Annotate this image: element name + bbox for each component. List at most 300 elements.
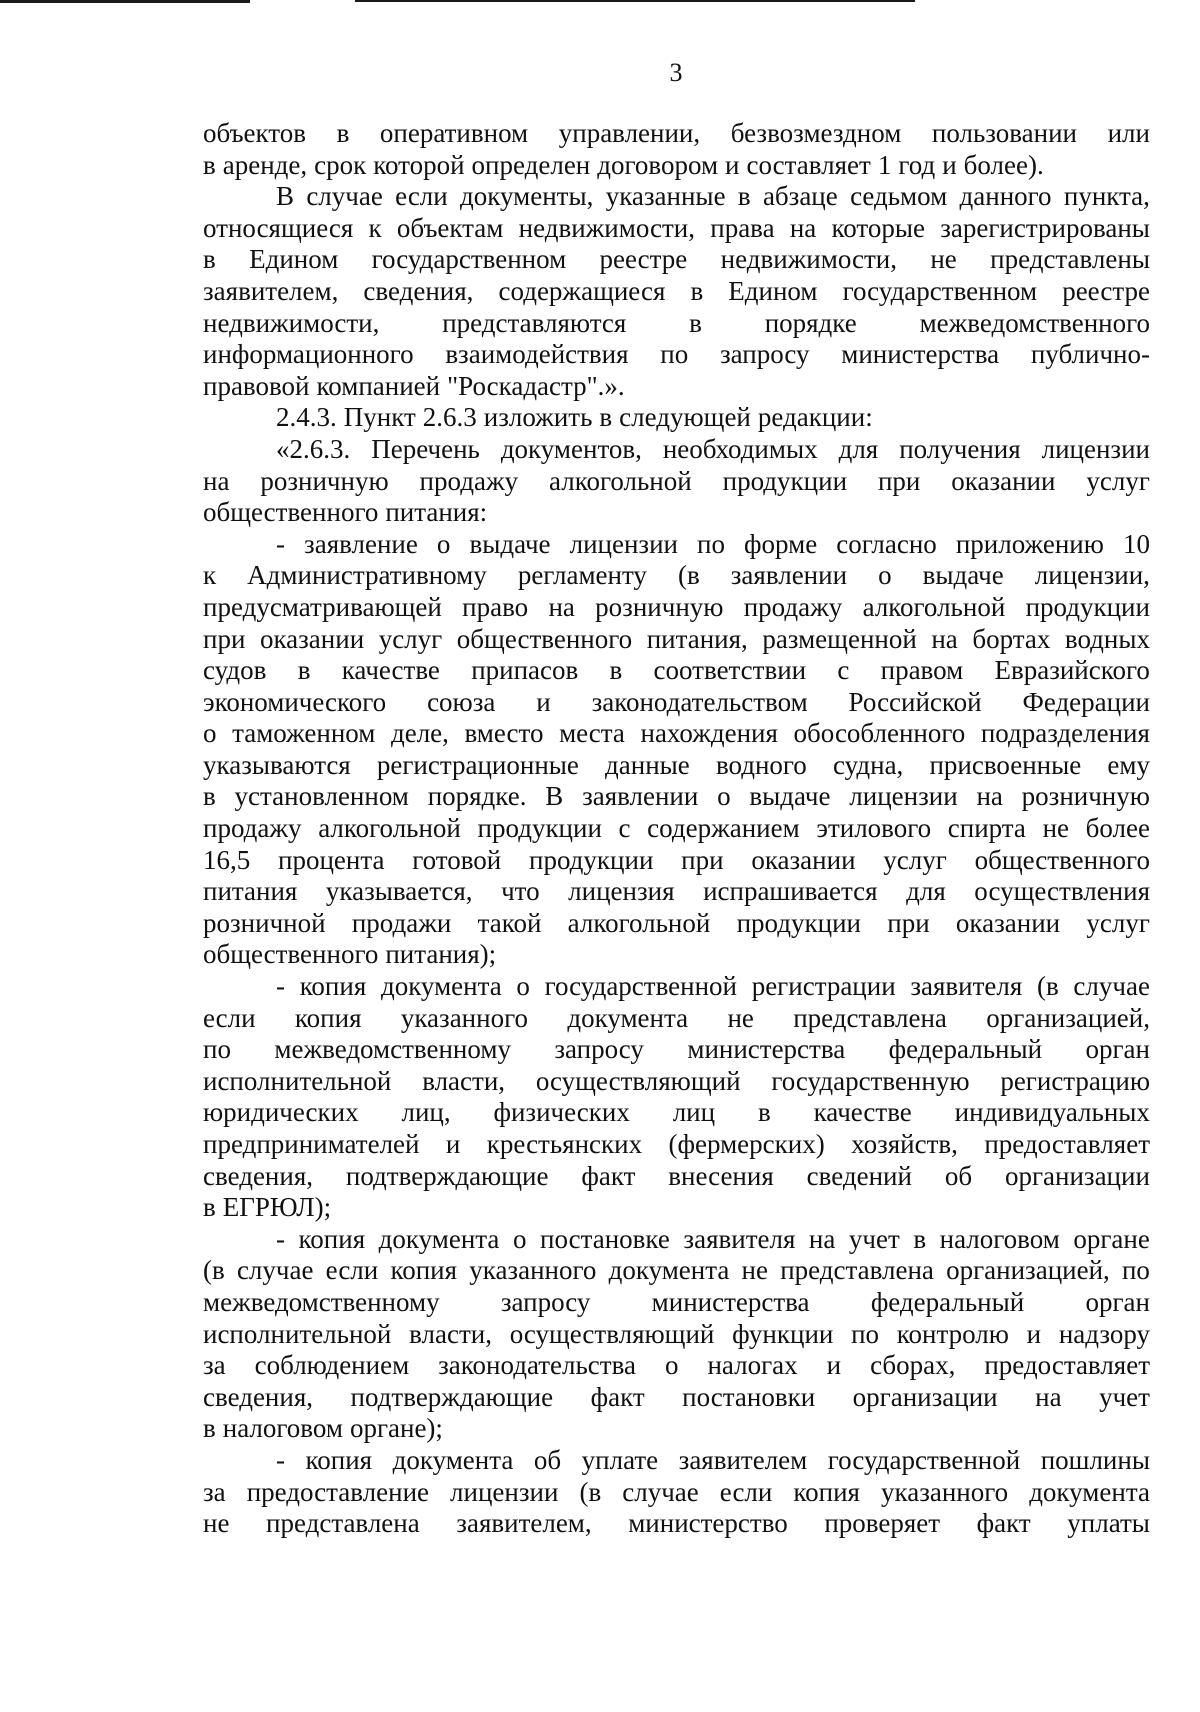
- word: данного: [959, 181, 1052, 212]
- word: факт: [581, 1160, 636, 1191]
- word: органе);: [349, 1413, 443, 1444]
- word: указанные: [605, 181, 726, 212]
- text-line: [203, 624, 1150, 656]
- word: не: [727, 1002, 754, 1033]
- text-line: [203, 939, 1150, 971]
- word: указываются: [203, 749, 351, 780]
- word: не: [1042, 813, 1069, 844]
- word: при: [877, 465, 921, 496]
- word: контролю: [896, 1318, 1009, 1349]
- word: документа: [1029, 1476, 1150, 1507]
- word: ему: [1107, 749, 1150, 780]
- word: редакции:: [757, 402, 873, 433]
- word: «2.6.3.: [276, 433, 351, 464]
- word: розничную: [1021, 781, 1150, 812]
- word: в: [599, 402, 613, 433]
- word: в: [203, 1192, 216, 1223]
- paragraph: [203, 1224, 1150, 1445]
- word: по: [203, 1034, 231, 1065]
- text-line: [203, 718, 1150, 750]
- word: предпринимателей: [203, 1129, 420, 1159]
- word: готовой: [412, 844, 502, 875]
- text-line: [203, 466, 1150, 498]
- word: изложить: [483, 402, 593, 433]
- word: исполнительной: [203, 1318, 392, 1349]
- word: оказании: [951, 465, 1056, 496]
- word: услуг: [378, 623, 443, 654]
- word: лицензии: [450, 1476, 559, 1507]
- word: регистрацию: [1000, 1065, 1150, 1096]
- word: копия: [298, 1223, 366, 1254]
- word: подразделения: [980, 718, 1150, 749]
- word: организацией,: [986, 1002, 1150, 1033]
- word: соблюдением: [254, 1350, 410, 1381]
- word: в: [689, 307, 702, 338]
- word: Российской: [848, 686, 982, 717]
- word: более: [1085, 813, 1150, 844]
- word: продажу: [743, 591, 843, 622]
- word: предоставление: [246, 1476, 430, 1507]
- word: заявителем,: [203, 275, 339, 306]
- word: орган: [1085, 1034, 1150, 1065]
- word: пункта,: [1063, 181, 1150, 212]
- word: управлении,: [558, 118, 701, 148]
- word: за: [203, 1476, 226, 1507]
- word: указанного: [881, 1476, 1009, 1507]
- word: нахождения: [640, 718, 778, 749]
- text-line: [203, 687, 1150, 719]
- word: запросу: [719, 339, 810, 370]
- word: документа: [567, 1002, 689, 1033]
- word: -: [276, 528, 285, 559]
- word: бортах: [972, 623, 1051, 654]
- text-line: [203, 781, 1150, 813]
- word: -: [276, 971, 285, 1002]
- word: по: [851, 1318, 880, 1349]
- paragraph: [203, 971, 1150, 1224]
- word: водного: [715, 749, 807, 780]
- word: общественного: [456, 623, 633, 654]
- word: в: [690, 275, 704, 306]
- word: сборах,: [870, 1350, 956, 1381]
- word: сведений: [806, 1160, 912, 1191]
- word: правом: [880, 655, 964, 686]
- word: на: [548, 591, 575, 622]
- word: в: [913, 1223, 927, 1254]
- word: предоставляет: [984, 1129, 1150, 1159]
- word: Федерации: [1022, 686, 1150, 717]
- word: государственной: [827, 1444, 1021, 1475]
- word: объектам: [396, 212, 504, 243]
- word: содержанием: [647, 813, 800, 844]
- word: публично-: [1030, 339, 1150, 370]
- word: регламенту: [517, 560, 647, 591]
- word: налогах: [707, 1350, 798, 1381]
- word: и: [536, 686, 551, 717]
- word: физических: [493, 1097, 630, 1128]
- word: и: [942, 149, 957, 180]
- word: если: [325, 1255, 379, 1286]
- text-line: [203, 1161, 1150, 1193]
- word: федеральный: [888, 1034, 1043, 1065]
- word: сведения,: [203, 1160, 313, 1191]
- word: министерства: [687, 1034, 846, 1065]
- word: продажу: [419, 465, 519, 496]
- word: которые: [831, 212, 925, 243]
- word: функции: [732, 1318, 834, 1349]
- word: качестве: [813, 1097, 912, 1128]
- word: на: [1035, 1381, 1062, 1412]
- word: организации: [1004, 1160, 1150, 1191]
- word: взаимодействия: [445, 339, 629, 370]
- word: водных: [1064, 623, 1150, 654]
- scan-edge-mark-left: [0, 0, 250, 3]
- word: приложению: [955, 528, 1104, 559]
- word: если: [203, 1002, 256, 1033]
- word: органе: [1073, 1223, 1150, 1254]
- word: копия: [294, 1002, 362, 1033]
- word: (в: [1036, 971, 1059, 1002]
- paragraph: [203, 1445, 1150, 1540]
- word: определен: [471, 149, 591, 180]
- text-line: [203, 1319, 1150, 1351]
- word: в: [203, 781, 216, 812]
- word: о: [878, 560, 892, 591]
- word: лицензия: [568, 876, 675, 907]
- word: данные: [605, 749, 690, 780]
- word: представлена: [266, 1508, 420, 1539]
- word: питания:: [385, 497, 488, 528]
- word: о: [664, 1350, 679, 1381]
- word: документа: [392, 1444, 514, 1475]
- text-line: [203, 1224, 1150, 1256]
- text-line: [203, 1129, 1150, 1161]
- word: при: [887, 907, 930, 938]
- text-line: [203, 371, 1150, 403]
- word: содержащиеся: [498, 275, 666, 306]
- word: и: [826, 1350, 842, 1381]
- word: указывается,: [325, 876, 473, 907]
- word: об: [944, 1160, 973, 1191]
- word: и: [445, 1129, 461, 1159]
- word: власти,: [422, 1065, 506, 1096]
- word: оказании: [259, 623, 365, 654]
- word: регистрации: [751, 971, 896, 1002]
- word: 16,5: [203, 844, 251, 875]
- word: порядке.: [427, 781, 527, 812]
- word: в: [609, 655, 623, 686]
- word: -: [276, 1223, 285, 1254]
- text-line: [203, 213, 1150, 245]
- word: исполнительной: [203, 1065, 392, 1096]
- word: более).: [963, 149, 1044, 180]
- text-line: [203, 244, 1150, 276]
- word: межведомственному: [203, 1286, 440, 1317]
- word: крестьянских: [486, 1129, 643, 1159]
- word: союза: [427, 686, 496, 717]
- word: которой: [373, 149, 465, 180]
- word: указанного: [469, 1255, 597, 1286]
- text-line: [203, 592, 1150, 624]
- word: представлена: [780, 1255, 934, 1286]
- word: представляются: [442, 307, 627, 338]
- word: (в: [579, 1476, 602, 1507]
- word: запросу: [554, 1034, 644, 1065]
- word: услуг: [1086, 465, 1150, 496]
- word: к: [368, 212, 382, 243]
- text-line: [203, 118, 1150, 150]
- word: о: [717, 781, 731, 812]
- word: государственном: [842, 275, 1038, 306]
- word: питания,: [646, 623, 748, 654]
- text-line: [203, 1445, 1150, 1477]
- scan-edge-mark-right: [355, 0, 915, 2]
- word: документы,: [460, 181, 594, 212]
- word: пользовании: [931, 118, 1077, 148]
- word: представлены: [990, 244, 1150, 275]
- word: указанного: [400, 1002, 528, 1033]
- text-line: [203, 402, 1150, 434]
- word: по: [660, 339, 689, 370]
- paragraph: [203, 529, 1150, 971]
- word: 2.4.3.: [276, 402, 337, 433]
- word: продукции: [736, 907, 861, 938]
- word: получения: [899, 433, 1021, 464]
- word: федеральный: [870, 1286, 1025, 1317]
- word: в: [297, 655, 311, 686]
- word: недвижимости,: [203, 307, 380, 338]
- word: общественного: [203, 497, 379, 528]
- word: заявителя: [683, 1223, 796, 1254]
- word: общественного: [974, 844, 1150, 875]
- word: ЕГРЮЛ);: [222, 1192, 332, 1223]
- text-line: [203, 1413, 1150, 1445]
- word: документа: [380, 971, 502, 1002]
- word: на: [808, 1223, 836, 1254]
- text-line: [203, 813, 1150, 845]
- text-line: [203, 434, 1150, 466]
- word: соответствии: [653, 655, 807, 686]
- word: Перечень: [371, 433, 480, 464]
- word: копия: [793, 1476, 860, 1507]
- paragraph: [203, 402, 1150, 434]
- paragraph: [203, 181, 1150, 402]
- text-line: [203, 150, 1150, 182]
- word: абзаце: [762, 181, 838, 212]
- word: алкогольной: [318, 813, 461, 844]
- word: форме: [744, 528, 818, 559]
- word: в: [203, 149, 216, 180]
- word: осуществляющий: [509, 1318, 715, 1349]
- word: или: [1107, 118, 1150, 148]
- word: регистрационные: [376, 749, 579, 780]
- word: с: [618, 813, 631, 844]
- word: пошлины: [1040, 1444, 1150, 1475]
- word: государственной: [544, 971, 738, 1002]
- word: размещенной: [762, 623, 917, 654]
- word: об: [533, 1444, 562, 1475]
- word: выдаче: [922, 560, 1004, 591]
- word: спирта: [947, 813, 1026, 844]
- text-line: [203, 308, 1150, 340]
- word: уплаты: [1067, 1508, 1150, 1539]
- word: Евразийского: [994, 655, 1150, 686]
- word: о: [516, 971, 530, 1002]
- text-line: [203, 1508, 1150, 1540]
- word: документа: [378, 1223, 500, 1254]
- word: к: [203, 560, 217, 591]
- word: лицензии,: [1034, 560, 1150, 591]
- word: -: [276, 1444, 285, 1475]
- word: если: [395, 181, 448, 212]
- word: запросу: [500, 1286, 591, 1317]
- word: места: [559, 718, 625, 749]
- word: Административному: [247, 560, 487, 591]
- word: для: [906, 876, 946, 907]
- word: вместо: [464, 718, 544, 749]
- word: в: [203, 1413, 216, 1444]
- word: за: [203, 1350, 226, 1381]
- word: что: [501, 876, 540, 907]
- word: осуществляющий: [535, 1065, 741, 1096]
- page-number: 3: [669, 58, 683, 87]
- word: необходимых: [662, 433, 818, 464]
- word: розничную: [595, 591, 724, 622]
- word: документа: [608, 1255, 730, 1286]
- word: в: [203, 244, 216, 275]
- word: безвозмездном: [730, 118, 902, 148]
- word: о: [512, 1223, 527, 1254]
- word: законодательства: [438, 1350, 636, 1381]
- word: сведения,: [203, 1381, 313, 1412]
- word: продукции: [722, 465, 848, 496]
- word: общественного: [203, 939, 379, 970]
- word: 2.6.3: [422, 402, 477, 433]
- text-line: [203, 750, 1150, 782]
- word: розничной: [203, 907, 326, 938]
- word: предусматривающей: [203, 591, 442, 622]
- word: подтверждающие: [345, 1160, 549, 1191]
- word: судна,: [832, 749, 904, 780]
- word: питания);: [385, 939, 497, 970]
- word: в: [336, 118, 350, 148]
- word: услуг: [1086, 907, 1150, 938]
- word: налоговом: [939, 1223, 1060, 1254]
- word: алкогольной: [567, 907, 711, 938]
- word: компанией: [316, 370, 441, 401]
- word: проверяет: [824, 1508, 941, 1539]
- text-line: [203, 908, 1150, 940]
- word: лицензии: [1041, 433, 1150, 464]
- paragraph: [203, 434, 1150, 529]
- word: договором: [597, 149, 719, 180]
- word: реестре: [599, 244, 688, 275]
- word: оказании: [751, 844, 856, 875]
- word: выдаче: [749, 781, 831, 812]
- word: В: [545, 781, 564, 812]
- word: факт: [976, 1508, 1031, 1539]
- word: межведомственному: [274, 1034, 511, 1065]
- word: в: [757, 1097, 771, 1128]
- word: по: [697, 528, 725, 559]
- word: деле,: [390, 718, 449, 749]
- word: организацией,: [946, 1255, 1110, 1286]
- word: заявителем: [678, 1444, 808, 1475]
- word: предоставляет: [984, 1350, 1150, 1381]
- word: Едином: [728, 275, 818, 306]
- word: копия: [299, 971, 367, 1002]
- word: следующей: [619, 402, 751, 433]
- word: заявителем,: [456, 1508, 592, 1539]
- word: для: [838, 433, 879, 464]
- word: случае: [622, 1476, 699, 1507]
- word: качестве: [341, 655, 440, 686]
- word: копия: [305, 1444, 373, 1475]
- word: продажу: [203, 813, 302, 844]
- word: присвоенные: [929, 749, 1082, 780]
- word: (в: [677, 560, 700, 591]
- word: припасов: [471, 655, 579, 686]
- word: на: [789, 212, 817, 243]
- text-line: [203, 1192, 1150, 1224]
- word: по: [1121, 1255, 1150, 1286]
- text-line: [203, 1287, 1150, 1319]
- word: составляет: [746, 149, 871, 180]
- word: этилового: [816, 813, 932, 844]
- word: (фермерских): [668, 1129, 825, 1159]
- word: министерства: [841, 339, 1000, 370]
- word: внесения: [668, 1160, 774, 1191]
- word: недвижимости,: [720, 244, 897, 275]
- word: объектов: [203, 118, 306, 148]
- word: правовой: [203, 370, 310, 401]
- text-line: [203, 529, 1150, 561]
- word: в: [737, 181, 751, 212]
- text-line: [203, 339, 1150, 371]
- text-line: [203, 1255, 1150, 1287]
- word: "Роскадастр".».: [447, 370, 625, 401]
- word: оперативном: [379, 118, 529, 148]
- word: услуг: [883, 844, 947, 875]
- word: надзору: [1058, 1318, 1150, 1349]
- word: государственную: [771, 1065, 970, 1096]
- word: алкогольной: [862, 591, 1006, 622]
- word: хозяйств,: [851, 1129, 958, 1159]
- word: продажи: [351, 907, 452, 938]
- word: срок: [314, 149, 367, 180]
- word: на: [976, 781, 1003, 812]
- word: межведомственного: [919, 307, 1150, 338]
- word: Пункт: [343, 402, 416, 433]
- word: учет: [848, 1223, 900, 1254]
- word: и: [1026, 1318, 1042, 1349]
- word: копия: [390, 1255, 458, 1286]
- word: экономического: [203, 686, 387, 717]
- word: лиц,: [401, 1097, 451, 1128]
- word: уплате: [581, 1444, 659, 1475]
- word: процента: [278, 844, 385, 875]
- word: реестре: [1062, 275, 1150, 306]
- word: испрашивается: [703, 876, 878, 907]
- word: на: [203, 465, 230, 496]
- word: министерства: [651, 1286, 810, 1317]
- word: власти,: [409, 1318, 492, 1349]
- text-line: [203, 1477, 1150, 1509]
- word: продукции: [1025, 591, 1150, 622]
- word: права: [710, 212, 775, 243]
- word: лицензии: [849, 781, 958, 812]
- word: установленном: [234, 781, 409, 812]
